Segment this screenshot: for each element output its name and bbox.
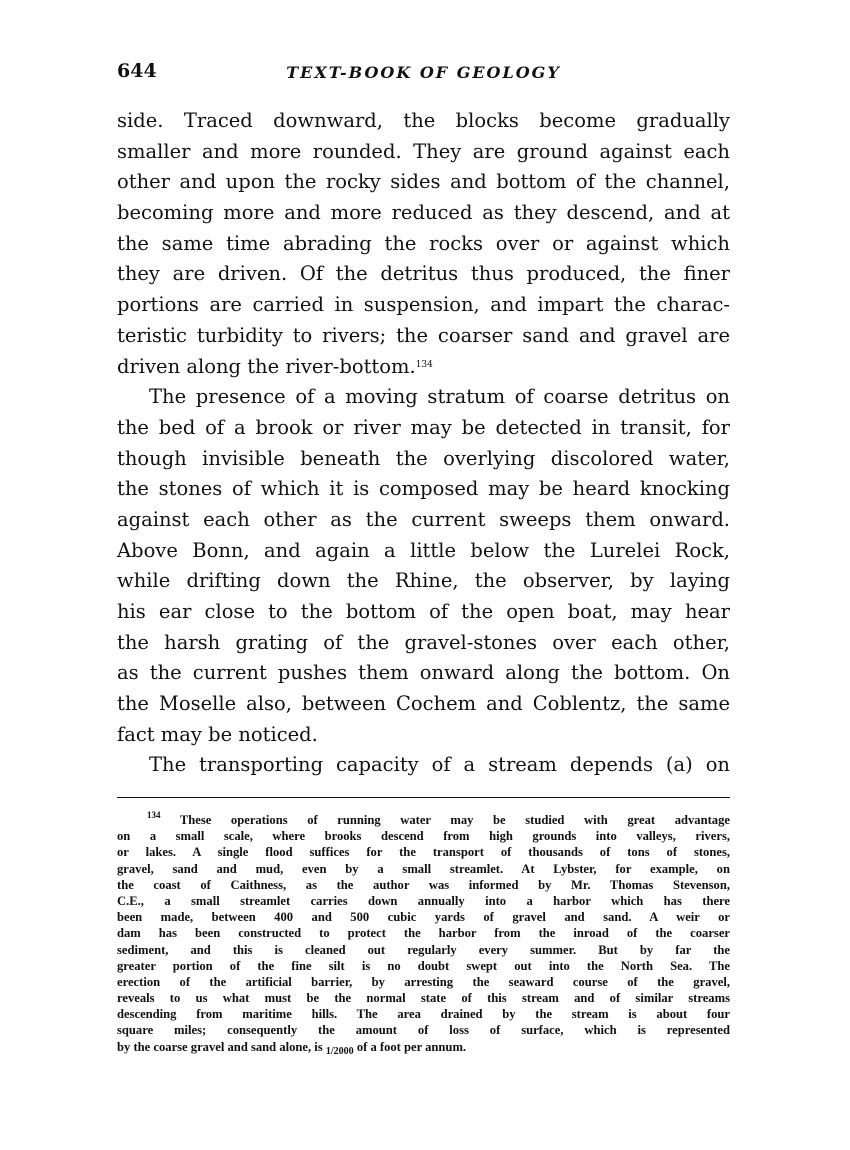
body-line: becoming more and more reduced as they descend, and at xyxy=(117,201,730,225)
footnote-line: erection of the artificial barrier, by arresting the seaward course of the gravel, xyxy=(117,974,730,989)
body-line: side. Traced downward, the blocks become gradually xyxy=(117,109,730,132)
fraction: 1/2000 xyxy=(325,1045,354,1057)
body-line: The transporting capacity of a stream depends (a) on xyxy=(149,753,730,777)
footnote xyxy=(117,812,730,1055)
body-line: his ear close to the bottom of the open boat, may hear xyxy=(117,600,730,623)
body-line: against each other as the current sweeps them onward. xyxy=(117,507,730,531)
body-line: portions are carried in suspension, and impart the charac- xyxy=(117,293,730,317)
footnote-line: been made, between 400 and 500 cubic yards of gravel and sand. A weir or xyxy=(117,910,730,925)
footnote-line-text: of a foot per annum. xyxy=(356,1039,467,1054)
body-line: the harsh grating of the gravel-stones over each other, xyxy=(117,630,730,654)
body-line: the Moselle also, between Cochem and Coblentz, the same xyxy=(117,692,730,716)
page-header xyxy=(117,60,730,90)
body-line: though invisible beneath the overlying discolored water, xyxy=(117,446,730,470)
body-line: other and upon the rocky sides and bottom of the channel, xyxy=(117,170,730,194)
body-text xyxy=(117,106,730,781)
body-line: fact may be noticed. xyxy=(117,722,318,746)
footnote-reference: 134 xyxy=(415,359,433,370)
footnote-divider xyxy=(117,797,730,798)
body-line: Above Bonn, and again a little below the Lurelei Rock, xyxy=(117,538,730,562)
footnote-line: on a small scale, where brooks descend from high grounds into valleys, rivers, xyxy=(117,829,730,844)
footnote-line: reveals to us what must be the normal state of this stream and of similar streams xyxy=(117,991,730,1006)
body-line: the bed of a brook or river may be detected in transit, for xyxy=(117,415,730,439)
footnote-line-text: These operations of running water may be studied with great advantage xyxy=(179,813,730,827)
footnote-line xyxy=(117,812,730,828)
footnote-line: descending from maritime hills. The area drained by the stream is about four xyxy=(117,1007,730,1022)
body-line: The presence of a moving stratum of coarse detritus on xyxy=(149,385,730,409)
body-line: smaller and more rounded. They are ground against each xyxy=(117,139,730,163)
footnote-line: the coast of Caithness, as the author was informed by Mr. Thomas Stevenson, xyxy=(117,877,730,892)
body-line: while drifting down the Rhine, the observer, by laying xyxy=(117,569,730,593)
footnote-line: dam has been constructed to protect the harbor from the inroad of the coarser xyxy=(117,926,730,941)
footnote-last-line xyxy=(117,1039,730,1055)
running-head: TEXT-BOOK OF GEOLOGY xyxy=(286,63,561,82)
body-line: as the current pushes them onward along the bottom. On xyxy=(117,661,730,685)
footnote-line: gravel, sand and mud, even by a small streamlet. At Lybster, for example, on xyxy=(117,861,730,876)
footnote-line: C.E., a small streamlet carries down annually into a harbor which has there xyxy=(117,893,730,908)
footnote-line-text: by the coarse gravel and sand alone, is xyxy=(117,1039,323,1054)
body-line: the same time abrading the rocks over or against which xyxy=(117,231,730,255)
footnote-line: sediment, and this is cleaned out regularly every summer. But by far the xyxy=(117,942,730,957)
footnote-line: or lakes. A single flood suffices for the transport of thousands of tons of stones, xyxy=(117,845,730,860)
footnote-number: 134 xyxy=(147,810,161,820)
body-line-text: driven along the river-bottom. xyxy=(117,354,416,378)
body-line-with-footnote-ref xyxy=(117,352,730,383)
body-line: the stones of which it is composed may be heard knocking xyxy=(117,477,730,501)
page-number: 644 xyxy=(117,60,157,82)
footnote-line: greater portion of the fine silt is no doubt swept out into the North Sea. The xyxy=(117,958,730,973)
footnote-line: square miles; consequently the amount of loss of surface, which is represented xyxy=(117,1023,730,1038)
body-line: they are driven. Of the detritus thus produced, the finer xyxy=(117,262,730,286)
body-line: teristic turbidity to rivers; the coarser sand and gravel are xyxy=(117,323,730,347)
